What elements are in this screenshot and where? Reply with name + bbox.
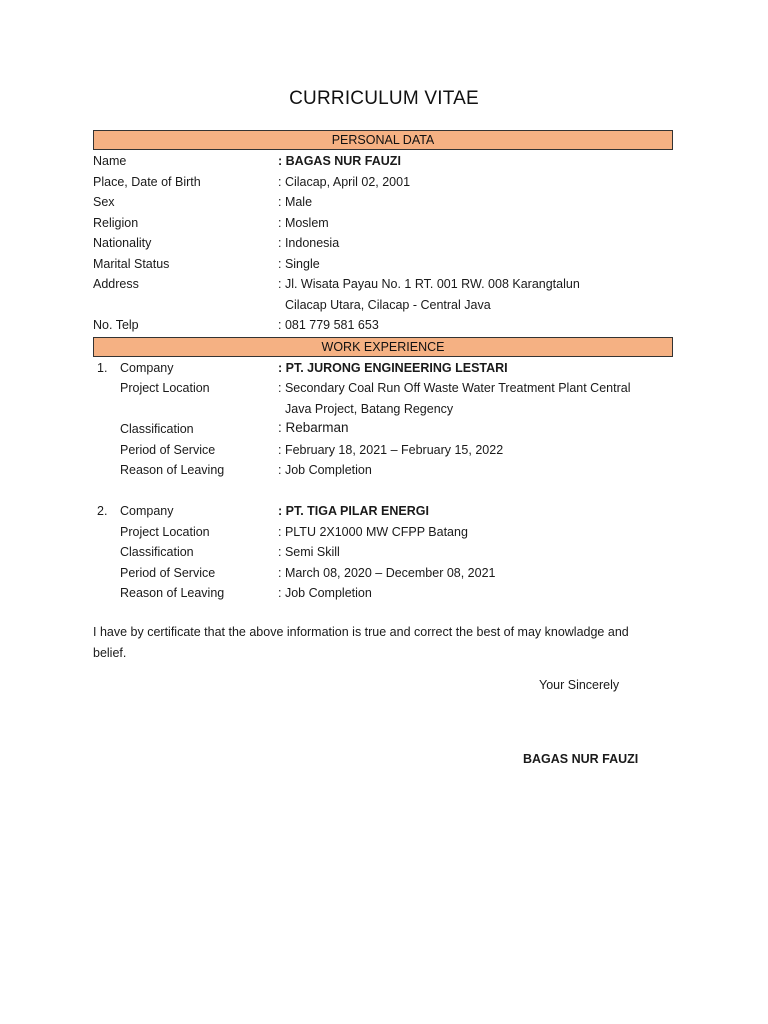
project-location-label: Project Location xyxy=(120,525,210,539)
nationality-label: Nationality xyxy=(93,236,152,250)
name-value: : BAGAS NUR FAUZI xyxy=(278,154,401,168)
reason-label: Reason of Leaving xyxy=(120,463,225,477)
address-line1: : Jl. Wisata Payau No. 1 RT. 001 RW. 008 Karangtalun xyxy=(278,277,580,291)
telp-label: No. Telp xyxy=(93,318,139,332)
marital-label: Marital Status xyxy=(93,257,170,271)
sex-label: Sex xyxy=(93,195,115,209)
closing-text: Your Sincerely xyxy=(539,678,620,692)
job-number: 1. xyxy=(97,361,108,375)
religion-value: : Moslem xyxy=(278,216,329,230)
project-location-label: Project Location xyxy=(120,381,210,395)
company-value: : PT. TIGA PILAR ENERGI xyxy=(278,504,429,518)
personal-data-header: PERSONAL DATA xyxy=(93,130,673,150)
job-number: 2. xyxy=(97,504,108,518)
company-label: Company xyxy=(120,361,174,375)
period-label: Period of Service xyxy=(120,443,216,457)
period-value: : February 18, 2021 – February 15, 2022 xyxy=(278,443,504,457)
classification-value: : Rebarman xyxy=(278,420,349,435)
address-label: Address xyxy=(93,277,139,291)
name-label: Name xyxy=(93,154,127,168)
classification-label: Classification xyxy=(120,422,194,436)
reason-label: Reason of Leaving xyxy=(120,586,225,600)
classification-value: : Semi Skill xyxy=(278,545,340,559)
address-line2: Cilacap Utara, Cilacap - Central Java xyxy=(285,298,491,312)
period-label: Period of Service xyxy=(120,566,216,580)
period-value: : March 08, 2020 – December 08, 2021 xyxy=(278,566,496,580)
pdob-label: Place, Date of Birth xyxy=(93,175,201,189)
company-value: : PT. JURONG ENGINEERING LESTARI xyxy=(278,361,508,375)
company-label: Company xyxy=(120,504,174,518)
signature-name: BAGAS NUR FAUZI xyxy=(523,752,639,766)
project-location-line2: Java Project, Batang Regency xyxy=(285,402,454,416)
sex-value: : Male xyxy=(278,195,313,209)
telp-value: : 081 779 581 653 xyxy=(278,318,379,332)
document-title: CURRICULUM VITAE xyxy=(289,88,479,109)
reason-value: : Job Completion xyxy=(278,463,372,477)
religion-label: Religion xyxy=(93,216,139,230)
project-location-line1: : Secondary Coal Run Off Waste Water Treatment Plant Central xyxy=(278,381,631,395)
marital-value: : Single xyxy=(278,257,320,271)
reason-value: : Job Completion xyxy=(278,586,372,600)
nationality-value: : Indonesia xyxy=(278,236,340,250)
pdob-value: : Cilacap, April 02, 2001 xyxy=(278,175,411,189)
declaration-text: I have by certificate that the above information is true and correct the best of may knowladge and belief. xyxy=(93,625,629,660)
work-experience-header: WORK EXPERIENCE xyxy=(93,337,673,357)
classification-label: Classification xyxy=(120,545,194,559)
project-location-line1: : PLTU 2X1000 MW CFPP Batang xyxy=(278,525,468,539)
